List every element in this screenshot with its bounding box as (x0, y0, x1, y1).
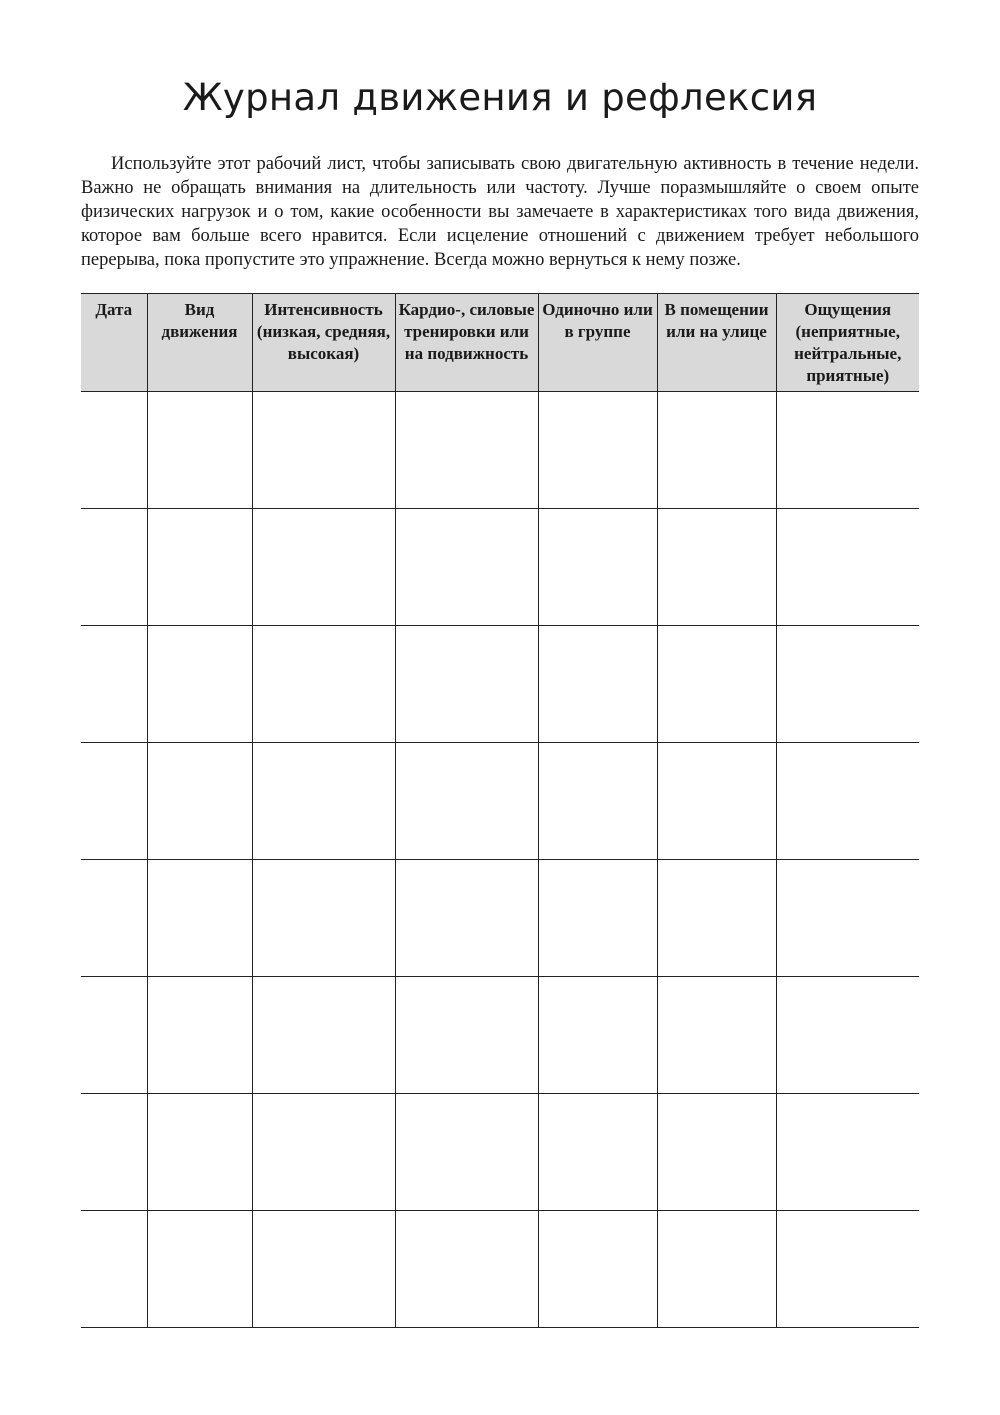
intro-paragraph: Используйте этот рабочий лист, чтобы записывать свою двигательную активность в течение недели. Важно не обращать внимания на длительность или частоту. Лучше поразмышляйте о своем опыте физических нагрузок и о том, какие особенности вы замечаете в характеристиках того вида движения, которое вам больше всего нравится. Если исцеление отношений с движением требует небольшого перерыва, пока пропустите это упражнение. Всегда можно вернуться к нему позже. (81, 154, 919, 270)
blank-entry-cell[interactable] (147, 392, 252, 509)
blank-entry-cell[interactable] (395, 392, 538, 509)
header-intensity: Интенсивность (низкая, средняя, высокая) (252, 294, 395, 392)
blank-entry-cell[interactable] (81, 509, 147, 626)
table-row (81, 743, 919, 860)
blank-entry-cell[interactable] (252, 1094, 395, 1211)
blank-entry-cell[interactable] (538, 626, 657, 743)
blank-entry-cell[interactable] (252, 626, 395, 743)
table-row (81, 626, 919, 743)
blank-entry-cell[interactable] (252, 743, 395, 860)
blank-entry-cell[interactable] (147, 1094, 252, 1211)
table-header-row (81, 294, 919, 392)
blank-entry-cell[interactable] (657, 509, 776, 626)
blank-entry-cell[interactable] (81, 977, 147, 1094)
header-indoor-or-outdoor: В помещении или на улице (657, 294, 776, 392)
blank-entry-cell[interactable] (538, 1211, 657, 1328)
blank-entry-cell[interactable] (395, 977, 538, 1094)
table-row (81, 977, 919, 1094)
blank-entry-cell[interactable] (147, 509, 252, 626)
blank-entry-cell[interactable] (538, 743, 657, 860)
blank-entry-cell[interactable] (395, 860, 538, 977)
blank-entry-cell[interactable] (252, 1211, 395, 1328)
blank-entry-cell[interactable] (657, 626, 776, 743)
table-row (81, 392, 919, 509)
blank-entry-cell[interactable] (395, 1094, 538, 1211)
blank-entry-cell[interactable] (657, 860, 776, 977)
blank-entry-cell[interactable] (81, 743, 147, 860)
header-feelings: Ощущения (неприятные, нейтральные, приятные) (776, 294, 919, 392)
blank-entry-cell[interactable] (147, 743, 252, 860)
blank-entry-cell[interactable] (776, 743, 919, 860)
header-date: Дата (81, 294, 147, 392)
blank-entry-cell[interactable] (657, 977, 776, 1094)
blank-entry-cell[interactable] (81, 860, 147, 977)
blank-entry-cell[interactable] (147, 626, 252, 743)
blank-entry-cell[interactable] (538, 392, 657, 509)
blank-entry-cell[interactable] (252, 509, 395, 626)
blank-entry-cell[interactable] (776, 860, 919, 977)
blank-entry-cell[interactable] (538, 509, 657, 626)
blank-entry-cell[interactable] (776, 626, 919, 743)
blank-entry-cell[interactable] (81, 1094, 147, 1211)
table-row (81, 509, 919, 626)
blank-entry-cell[interactable] (81, 392, 147, 509)
blank-entry-cell[interactable] (657, 1094, 776, 1211)
blank-entry-cell[interactable] (657, 743, 776, 860)
blank-entry-cell[interactable] (657, 1211, 776, 1328)
movement-journal-table (81, 293, 919, 1328)
blank-entry-cell[interactable] (252, 392, 395, 509)
blank-entry-cell[interactable] (147, 860, 252, 977)
blank-entry-cell[interactable] (395, 626, 538, 743)
blank-entry-cell[interactable] (395, 743, 538, 860)
blank-entry-cell[interactable] (147, 977, 252, 1094)
blank-entry-cell[interactable] (81, 626, 147, 743)
table-body (81, 392, 919, 1328)
blank-entry-cell[interactable] (252, 860, 395, 977)
table-row (81, 860, 919, 977)
table-row (81, 1211, 919, 1328)
header-solo-or-group: Одиночно или в группе (538, 294, 657, 392)
header-movement-type: Вид движения (147, 294, 252, 392)
blank-entry-cell[interactable] (252, 977, 395, 1094)
blank-entry-cell[interactable] (776, 1211, 919, 1328)
blank-entry-cell[interactable] (81, 1211, 147, 1328)
header-training-kind: Кардио-, силовые тренировки или на подвижность (395, 294, 538, 392)
blank-entry-cell[interactable] (147, 1211, 252, 1328)
table-row (81, 1094, 919, 1211)
blank-entry-cell[interactable] (776, 977, 919, 1094)
blank-entry-cell[interactable] (538, 1094, 657, 1211)
blank-entry-cell[interactable] (776, 1094, 919, 1211)
page-title: Журнал движения и рефлексия (182, 76, 818, 119)
blank-entry-cell[interactable] (776, 509, 919, 626)
blank-entry-cell[interactable] (776, 392, 919, 509)
blank-entry-cell[interactable] (395, 509, 538, 626)
blank-entry-cell[interactable] (657, 392, 776, 509)
blank-entry-cell[interactable] (538, 977, 657, 1094)
blank-entry-cell[interactable] (538, 860, 657, 977)
blank-entry-cell[interactable] (395, 1211, 538, 1328)
